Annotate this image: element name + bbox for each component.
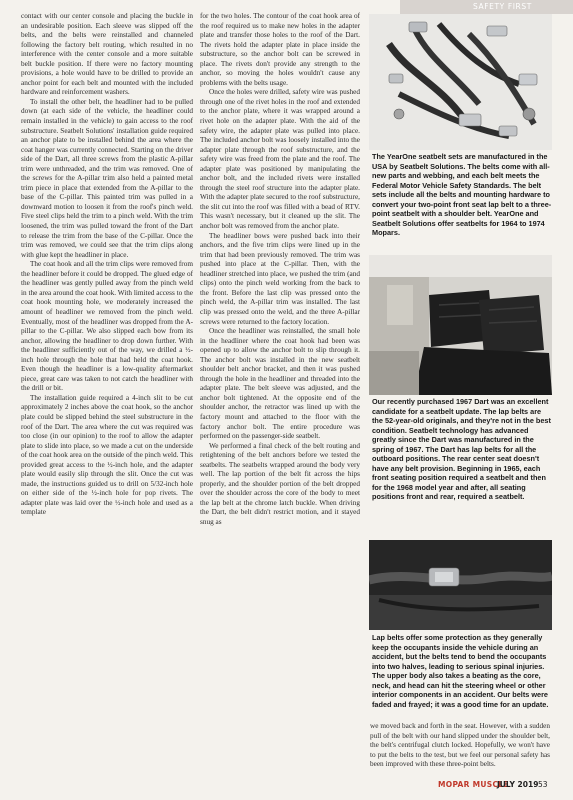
article-column-3 (370, 722, 550, 782)
article-paragraph: To install the other belt, the headliner had to be pulled down (at each side of the vehicle, the headliner could remain installed in the vehicle) to gain access to the roof substructure. Seatbelt Solutions' installation guide required an anchor plate to be installed behind the area where the coat hanger was currently connected. Starting on the driver side of the Dart, all three screws from the plastic A-pillar trim were unthreaded, and the trim was removed. One of the screws for the A-pillar trim also held a painted metal trim piece in place that extended from the A-pillar to the base of the C-pillar. This painted trim was pulled in a downward motion to loosen it from the roof's pinch weld. Five steel clips held the trim to a pinch weld. With the trim loosened, the trim was pulled toward the front of the Dart to release the trim from the base of the C-pillar. Once the trim was removed, we could see that the trim clips along with glue kept the headliner in place. (21, 97, 193, 259)
photo-caption: Lap belts offer some protection as they generally keep the occupants inside the vehicle during an accident, but the belts tend to bend the occupants into two halves, leading to serious spinal injuries. The upper body also takes a beating as the core, neck, and head can hit the steering wheel or other interior components in an accident. Our belts were faded and frayed; it was a good time for an update. (372, 633, 549, 709)
article-paragraph: for the two holes. The contour of the coat hook area of the roof required us to make new holes in the adapter plate and transfer those holes to the roof of the Dart. The rivets hold the adapter plate in place inside the substructure, so the anchor bolt can be screwed in place. The rivets don't provide any strength to the anchor, so moving the holes wouldn't cause any problems with the belts usage. (200, 12, 360, 87)
article-paragraph: The coat hook and all the trim clips were removed from the headliner before it could be dropped. The glued edge of the headliner was gently pulled away from the pinch weld in the area around the coat hook. With limited access to the coat hook mounting hole, we moderately increased the amount of headliner we removed from the pinch weld. Eventually, most of the headliner was dropped from the A-pillar to the C-pillar. We also slipped each bow from its anchor, allowing the headliner to drop down further. With the headliner sufficiently out of the way, we drilled a ½-inch hole through the hole that had held the coat hook. Even though the headliner is a low-quality aftermarket piece, great care was taken to not catch the headliner with the drill or bit. (21, 260, 193, 393)
footer-brand: MOPAR MUSCLE (438, 780, 509, 789)
footer-date: JULY 2019 (497, 780, 539, 789)
photo-caption: The YearOne seatbelt sets are manufactured in the USA by Seatbelt Solutions. The belts come with all-new parts and webbing, and each belt meets the Federal Motor Vehicle Safety Standards. The belt sets include all the belts and mounting hardware to convert your two-point front seat lap belt to a three-point seatbelt with a shoulder belt. YearOne and Seatbelt Solutions offer seatbelts for 1964 to 1974 Mopars. (372, 152, 552, 237)
article-paragraph: contact with our center console and placing the buckle in an undesirable position. Each sleeve was slipped off the belts, and the belts were reinstalled and channeled following the factory belt routing, which resulted in no interference with the center console and a more suitable belt buckle position. If there were no factory mounting provisions, a hole would have to be drilled to provide an anchor point for each belt and mounted with the included hardware and reinforcement washers. (21, 12, 193, 97)
seatbelt-sets-photo (369, 14, 552, 150)
article-paragraph: we moved back and forth in the seat. However, with a sudden pull of the belt with our hand slipped under the shoulder belt, the belt's centrifugal clutch locked. Hopefully, we won't have to put the belts to the test, but we feel our personal safety has been improved with these three-point belts. (370, 722, 550, 769)
dart-interior-photo (369, 255, 552, 395)
photo-caption: Our recently purchased 1967 Dart was an excellent candidate for a seatbelt update. The lap belts are the 52-year-old originals, and they're not in the best condition. Seatbelt technology has advanced greatly since the Dart was manufactured in the spring of 1967. The Dart has lap belts for all the outboard positions. The rear center seat doesn't have any belt provision. Beginning in 1965, each front seating position required a seatbelt and then for the 1968 model year and after, all seating positions front and rear, required a seatbelt. (372, 397, 551, 501)
article-paragraph: The headliner bows were pushed back into their anchors, and the five trim clips were lined up in the trim that had been previously removed. The trim was pushed into place at the C-pillar. Then, with the headliner stretched into place, we pushed the trim (and clips) onto the pinch weld working from the back to the front. Before the last clip was pressed onto the pinch weld, the A-pillar trim was installed. The last clip was pressed onto the weld, and the three A-pillar screws were returned to the factory location. (200, 231, 360, 326)
article-column-2 (200, 12, 360, 782)
lap-belt-photo (369, 540, 552, 630)
article-column-1 (21, 12, 193, 782)
article-paragraph: The installation guide required a 4-inch slit to be cut approximately 2 inches above the coat hook, so the anchor plate could be slipped behind the steel substructure in the roof of the Dart. The area where the cut was required was too close (in our opinion) to the roof to allow the adapter plate to slide into place, so we made a cut on the underside of the coat hook area on the outside of the pinch weld. This provided great access to the ½-inch hole, and the adapter plate would easily slip through the slit. Once the cut was made, the instructions guided us to drill on 5/32-inch hole on either side of the ½-inch hole for pop rivets. The adapter plate was laid over the ½-inch hole and used as a template (21, 393, 193, 517)
page-number: 53 (538, 780, 548, 789)
article-paragraph: Once the holes were drilled, safety wire was pushed through one of the rivet holes in the roof and extended to the anchor plate, where it was wrapped around a rivet hole on the adapter plate. With the aid of the safety wire, the adapter plate was pulled into place. The included anchor bolt was loosely installed into the adapter plate through the roof substructure, and the safety wire was freed from the plate and the roof. The adapter plate was positioned by manipulating the anchor bolt, and the included rivets were installed through the steel roof structure into the adapter plate. With the adapter plate secured to the roof substructure, the slit cut into the roof was filled with a bead of RTV. This wasn't necessary, but it cleaned up the slit. The anchor bolt was removed from the anchor plate. (200, 88, 360, 231)
article-paragraph: Once the headliner was reinstalled, the small hole in the headliner where the coat hook had been was opened up to allow the anchor bolt to slip through it. The anchor bolt was installed in the new seatbelt shoulder belt anchor bracket, and then it was pushed through the hole in the headliner and threaded into the adapter plate. The belt sleeve was adjusted, and the anchor bolt tightened. At the opposite end of the shoulder anchor, the retractor was lined up with the factory mount and attached to the floor with the factory anchor bolt. The entire procedure was performed on the passenger-side seatbelt. (200, 327, 360, 441)
article-paragraph: We performed a final check of the belt routing and retightening of the belt anchors before we tested the seatbelts. The seatbelts wrapped around the body very well. The lap portion of the belt fit across the hips properly, and the shoulder portion of the belt dropped over the shoulder across the core of the body to meet the lap belt at the chrome latch buckle. When driving the Dart, the belt didn't restrict motion, and it stayed snug as (200, 441, 360, 526)
section-header-label: SAFETY FIRST (473, 2, 532, 11)
